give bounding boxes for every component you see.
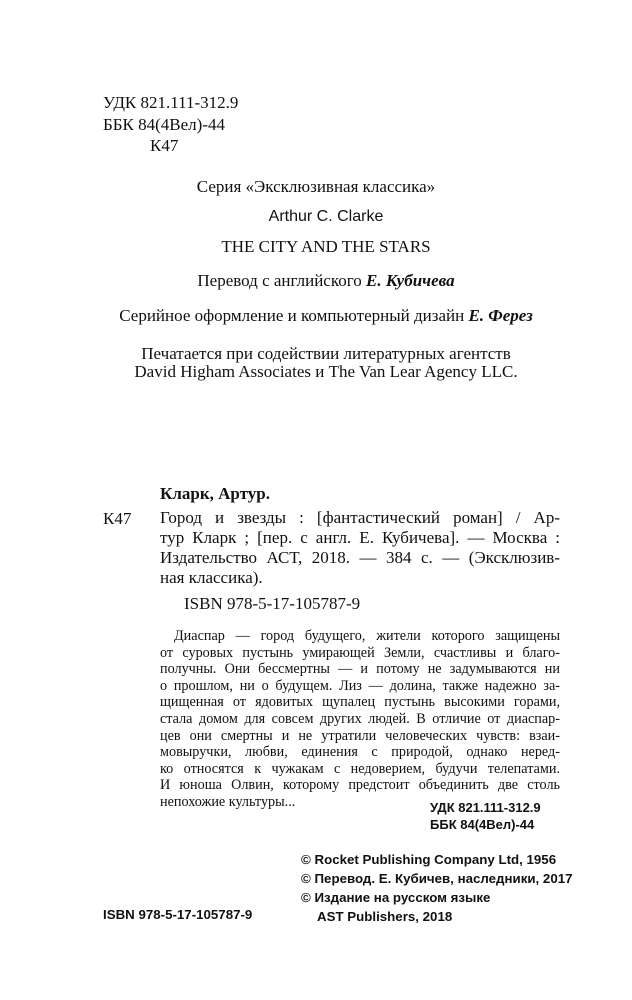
bbk-code: ББК 84(4Вел)-44 — [103, 115, 225, 134]
catalog-line: тур Кларк ; [пер. с англ. Е. Кубичева]. — Москва : — [160, 528, 560, 547]
bottom-bbk-code: ББК 84(4Вел)-44 — [430, 817, 535, 832]
series-title: Серия «Эксклюзивная классика» — [196, 177, 436, 196]
agency-line-1: Печатается при содействии литературных агентств — [141, 344, 511, 363]
catalog-line: Город и звезды : [фантастический роман] / Ар- — [160, 508, 560, 527]
design-credit — [10, 306, 632, 326]
annotation-line: И юноша Олвин, которому предстоит объединить две столь — [160, 777, 560, 794]
copyright-line: © Rocket Publishing Company Ltd, 1956 — [301, 852, 557, 867]
translation-prefix: Перевод с английского — [197, 271, 367, 290]
annotation — [160, 628, 560, 811]
catalog-line: Издательство АСТ, 2018. — 384 с. — (Эксклюзив- — [160, 548, 560, 567]
udk-code: УДК 821.111-312.9 — [103, 93, 239, 112]
annotation-line: мовыручки, любви, единения с природой, однако неред- — [160, 744, 560, 761]
annotation-line: цев они смертны и не утратили человеческих чувств: взаи- — [160, 727, 560, 744]
author-mark-top: К47 — [150, 136, 179, 155]
catalog-isbn: ISBN 978-5-17-105787-9 — [184, 594, 361, 613]
design-prefix: Серийное оформление и компьютерный дизайн — [119, 306, 469, 325]
author-mark-catalog: К47 — [103, 509, 132, 528]
bottom-udk-bbk-block — [430, 799, 541, 833]
annotation-line: щищенная от ядовитых щупалец пустынь высокими горами, — [160, 694, 560, 711]
bottom-isbn: ISBN 978-5-17-105787-9 — [103, 907, 253, 922]
designer-name: Е. Ферез — [468, 306, 533, 325]
annotation-line: непохожие культуры... — [160, 793, 296, 810]
annotation-line: от суровых пустынь умирающей Земли, счастливы и благо- — [160, 644, 560, 661]
copyright-line: AST Publishers, 2018 — [317, 909, 453, 924]
annotation-line: Диаспар — город будущего, жители которого защищены — [174, 628, 560, 644]
translation-credit — [10, 271, 632, 291]
annotation-line: о прошлом, ни о будущем. Лиз — долина, также надежно за- — [160, 677, 560, 694]
copyright-line: © Издание на русском языке — [301, 890, 491, 905]
copyright-line: © Перевод. Е. Кубичев, наследники, 2017 — [301, 871, 573, 886]
annotation-line: ко относятся к чужакам с недоверием, будучи телепатами. — [160, 760, 560, 777]
annotation-line: получны. Они бессмертны — и потому не задумываются ни — [160, 661, 560, 678]
copyright-block — [301, 850, 573, 926]
catalog-line: ная классика). — [160, 568, 263, 587]
catalog-author-heading: Кларк, Артур. — [160, 484, 270, 503]
original-author: Arthur C. Clarke — [268, 208, 384, 225]
translator-name: Е. Кубичева — [366, 271, 455, 290]
annotation-line: стала домом для совсем других людей. В отличие от диаспар- — [160, 710, 560, 727]
original-title: THE CITY AND THE STARS — [221, 237, 431, 256]
udk-bbk-block — [103, 92, 238, 136]
catalog-description — [160, 508, 560, 588]
agency-line-2: David Higham Associates и The Van Lear Agency LLC. — [134, 362, 518, 381]
bottom-udk-code: УДК 821.111-312.9 — [430, 800, 541, 815]
